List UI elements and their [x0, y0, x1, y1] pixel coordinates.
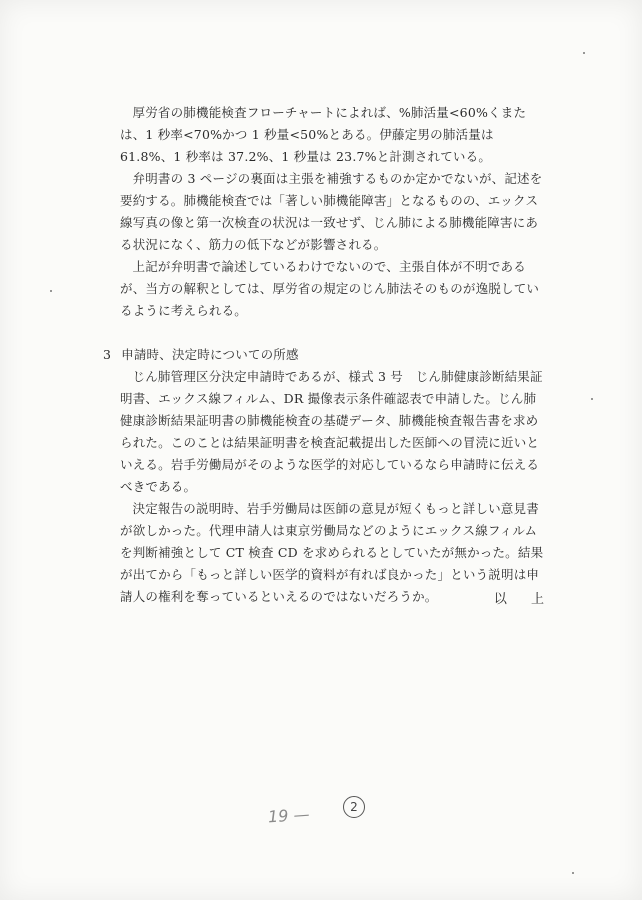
paragraph-explanation-summary: 弁明書の 3 ページの裏面は主張を補強するものか定かでないが、記述を要約する。肺機能検査では「著しい肺機能障害」となるものの、エックス線写真の像と第一次検査の状況は一致せず、じん肺による肺機能障害にある状況になく、筋力の低下などが影響される。: [120, 171, 543, 252]
section-heading: [103, 344, 544, 366]
closing-mark: 以 上: [493, 592, 554, 607]
scan-speck: [50, 290, 52, 292]
paragraph-application-time: じん肺管理区分決定申請時であるが、様式 3 号 じん肺健康診断結果証明書、エックス線フィルム、DR 撮像表示条件確認表で申請した。じん肺健康診断結果証明書の肺機能検査の基礎データ、肺機能検査報告書を求められた。このことは結果証明書を検査記載提出した医師への冒涜に近いといえる。岩手労働局がそのような医学的対応しているなら申請時に伝えるべきである。: [120, 369, 543, 494]
paragraph-interpretation: 上記が弁明書で論述しているわけでないので、主張自体が不明であるが、当方の解釈としては、厚労省の規定のじん肺法そのものが逸脱しているように考えられる。: [120, 259, 540, 318]
section-number: 3: [103, 347, 112, 362]
section-title: 申請時、決定時についての所感: [121, 347, 299, 362]
document-body: [103, 102, 544, 608]
handwritten-page-number: 19 —: [267, 804, 311, 827]
section-spacer: [120, 322, 544, 344]
circled-page-mark: 2: [343, 796, 365, 818]
scan-speck: [583, 52, 585, 54]
scan-speck: [572, 872, 574, 874]
paragraph-lung-function-flowchart: 厚労省の肺機能検査フローチャートによれば、%肺活量<60%くまたは、1 秒率<70%かつ 1 秒量<50%とある。伊藤定男の肺活量は 61.8%、1 秒率は 37.2%、1 秒量は 23.7%と計測されている。: [120, 105, 527, 164]
scan-speck: [591, 398, 593, 400]
paragraph-decision-report: 決定報告の説明時、岩手労働局は医師の意見が短くもっと詳しい意見書が欲しかった。代理申請人は東京労働局などのようにエックス線フィルムを判断補強として CT 検査 CD を求められるとしていたが無かった。結果が出てから「もっと詳しい医学的資料が有れば良かった」という説明は申請人の権利を奪っているといえるのではないだろうか。: [120, 501, 544, 604]
